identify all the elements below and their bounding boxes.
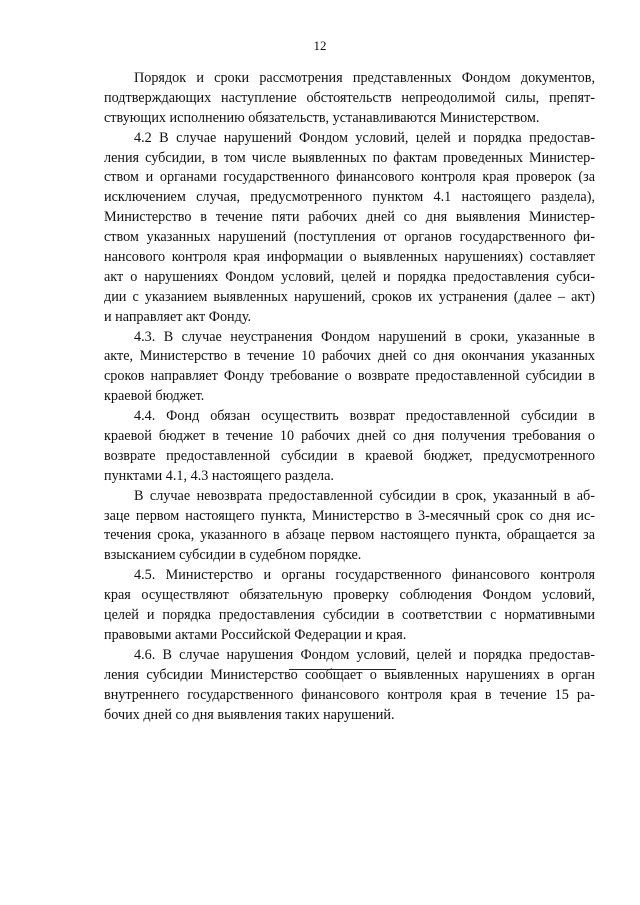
text-line: 4.5. Министерство и органы государственного финансового контроля xyxy=(134,567,595,584)
text-line: акт о нарушениях Фондом условий, целей и порядка предоставления субси- xyxy=(104,268,595,285)
paragraph xyxy=(104,566,595,646)
text-line: бочих дней со дня выявления таких нарушений. xyxy=(104,706,395,723)
text-line: 4.3. В случае неустранения Фондом нарушений в сроки, указанные в xyxy=(134,328,595,345)
text-line: заце первом настоящего пункта, Министерство в 3-месячный срок со дня ис- xyxy=(104,507,595,524)
text-line: 4.4. Фонд обязан осуществить возврат предоставленной субсидии в xyxy=(134,408,595,425)
text-line: нансового контроля края информации о выявленных нарушениях) составляет xyxy=(104,249,595,266)
page-number: 12 xyxy=(313,38,327,53)
paragraph xyxy=(104,646,595,726)
text-line: взысканием субсидии в судебном порядке. xyxy=(104,547,362,564)
text-line: внутреннего государственного финансового контроля края в течение 15 ра- xyxy=(104,686,595,703)
text-line: краевой бюджет. xyxy=(104,388,205,405)
text-line: 4.6. В случае нарушения Фондом условий, целей и порядка предостав- xyxy=(134,646,595,663)
text-line: правовыми актами Российской Федерации и края. xyxy=(104,626,407,643)
text-line: ством и органами государственного финансового контроля края проверок (за xyxy=(104,169,595,186)
text-line: пунктами 4.1, 4.3 настоящего раздела. xyxy=(104,467,334,484)
text-line: краевой бюджет в течение 10 рабочих дней со дня получения требования о xyxy=(104,428,595,445)
document-body xyxy=(104,69,595,725)
paragraph xyxy=(104,407,595,487)
text-line: возврате предоставленной субсидии в краевой бюджет, предусмотренного xyxy=(104,447,595,464)
text-line: ления субсидии Министерство сообщает о выявленных нарушениях в орган xyxy=(104,666,595,683)
text-line: В случае невозврата предоставленной субсидии в срок, указанный в аб- xyxy=(134,487,595,504)
text-line: сроков направляет Фонду требование о возврате предоставленной субсидии в xyxy=(104,368,595,385)
end-separator-line xyxy=(289,669,396,670)
paragraph xyxy=(104,328,595,408)
text-line: края осуществляют обязательную проверку соблюдения Фондом условий, xyxy=(104,587,595,604)
paragraph xyxy=(104,487,595,567)
paragraph xyxy=(104,129,595,328)
text-line: Порядок и сроки рассмотрения представленных Фондом документов, xyxy=(134,70,595,86)
text-line: ством указанных нарушений (поступления от органов государственного фи- xyxy=(104,229,595,246)
paragraph xyxy=(104,69,595,129)
text-line: целей и порядка предоставления субсидии в соответствии с нормативными xyxy=(104,607,595,624)
text-line: дии с указанием выявленных нарушений, сроков их устранения (далее – акт) xyxy=(104,288,595,305)
text-line: ления субсидии, в том числе выявленных по фактам проведенных Министер- xyxy=(104,149,595,166)
text-line: и направляет акт Фонду. xyxy=(104,308,252,325)
text-line: ствующих исполнению обязательств, устанавливаются Министерством. xyxy=(104,109,540,126)
text-line: подтверждающих наступление обстоятельств непреодолимой силы, препят- xyxy=(104,89,595,106)
text-line: 4.2 В случае нарушений Фондом условий, целей и порядка предостав- xyxy=(134,129,595,146)
text-line: акте, Министерство в течение 10 рабочих дней со дня окончания указанных xyxy=(104,348,595,365)
text-line: исключением случая, предусмотренного пунктом 4.1 настоящего раздела), xyxy=(104,189,595,206)
text-line: течения срока, указанного в абзаце первом настоящего пункта, обращается за xyxy=(104,527,595,544)
text-line: Министерство в течение пяти рабочих дней со дня выявления Министер- xyxy=(104,209,595,226)
